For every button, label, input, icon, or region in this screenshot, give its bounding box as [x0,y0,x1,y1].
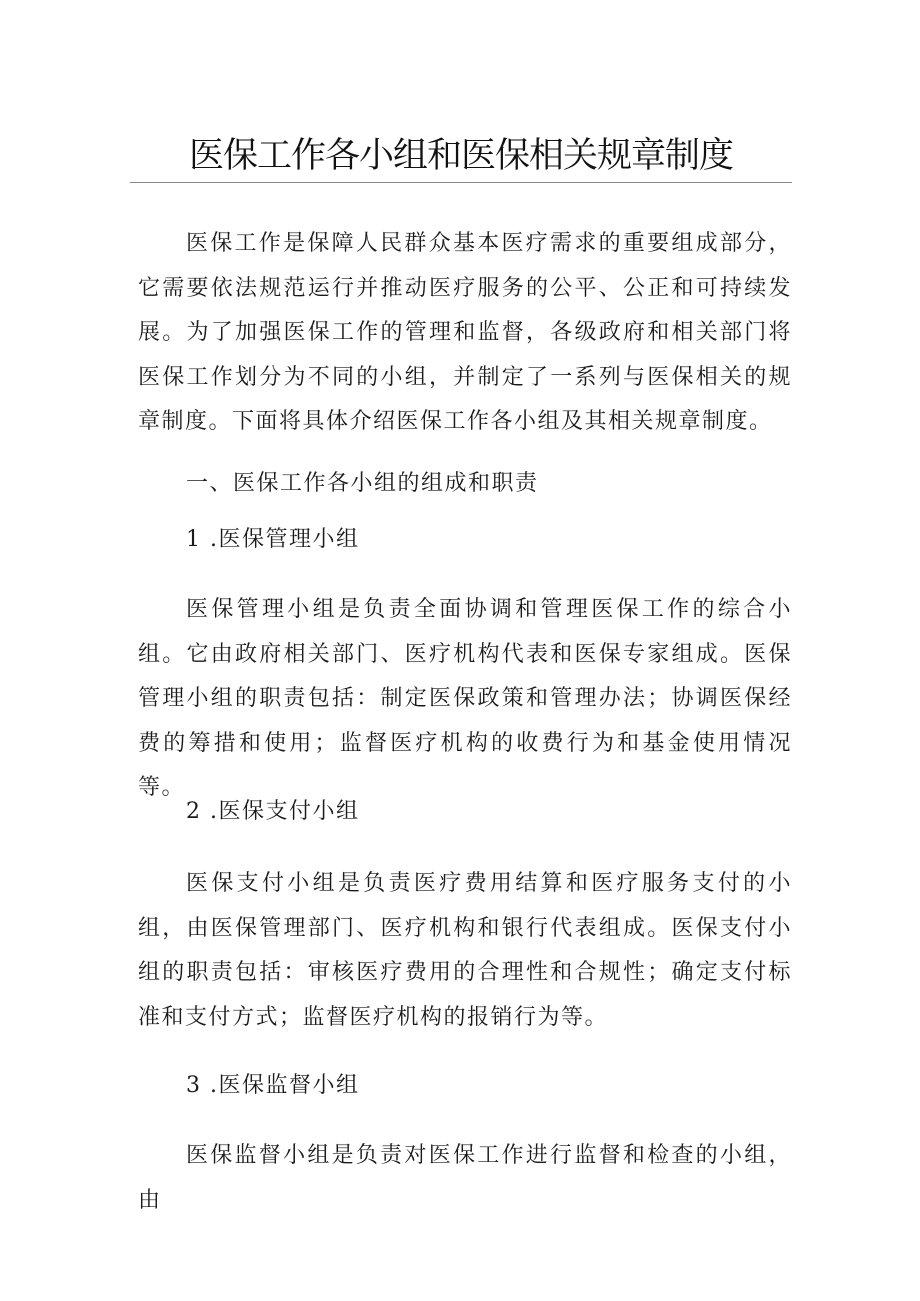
group-heading-supervision: 3 .医保监督小组 [186,1073,360,1098]
intro-paragraph: 医保工作是保障人民群众基本医疗需求的重要组成部分，它需要依法规范运行并推动医疗服务的公平、公正和可持续发展。为了加强医保工作的管理和监督，各级政府和相关部门将医保工作划分为不同的小组，并制定了一系列与医保相关的规章制度。下面将具体介绍医保工作各小组及其相关规章制度。 [138,231,792,434]
group-heading-management: 1 .医保管理小组 [186,527,360,552]
group-heading-payment: 2 .医保支付小组 [186,799,360,824]
section-heading: 一、医保工作各小组的组成和职责 [186,471,539,496]
group-body-supervision: 医保监督小组是负责对医保工作进行监督和检查的小组，由 [138,1143,792,1213]
title-underline [130,182,792,183]
group-body-payment: 医保支付小组是负责医疗费用结算和医疗服务支付的小组，由医保管理部门、医疗机构和银行代表组成。医保支付小组的职责包括：审核医疗费用的合理性和合规性；确定支付标准和支付方式；监督医疗机构的报销行为等。 [138,871,792,1030]
document-title: 医保工作各小组和医保相关规章制度 [188,136,733,176]
group-body-management: 医保管理小组是负责全面协调和管理医保工作的综合小组。它由政府相关部门、医疗机构代表和医保专家组成。医保管理小组的职责包括：制定医保政策和管理办法；协调医保经费的筹措和使用；监督医疗机构的收费行为和基金使用情况等。 [138,597,792,800]
